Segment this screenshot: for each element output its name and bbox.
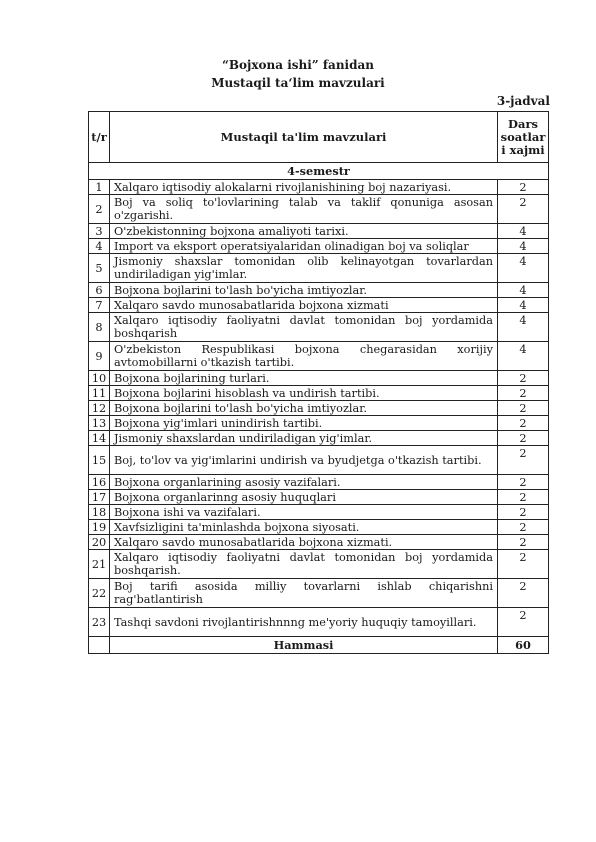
row-hours: 4	[498, 342, 549, 371]
table-row	[89, 505, 549, 520]
row-number: 10	[89, 371, 110, 386]
total-row	[89, 637, 549, 654]
header-number: t/r	[89, 112, 110, 163]
row-number: 19	[89, 520, 110, 535]
row-topic: Import va eksport operatsiyalaridan olinadigan boj va soliqlar	[110, 239, 498, 254]
table-row	[89, 520, 549, 535]
row-number: 16	[89, 475, 110, 490]
row-topic: Boj va soliq to'lovlarining talab va taklif qonuniga asosan o'zgarishi.	[110, 195, 498, 224]
row-number: 14	[89, 431, 110, 446]
row-topic: Xalqaro savdo munosabatlarida bojxona xizmati	[110, 298, 498, 313]
row-topic: Xalqaro iqtisodiy faoliyatni davlat tomonidan boj yordamida boshqarish.	[110, 550, 498, 579]
table-row	[89, 535, 549, 550]
row-hours: 2	[498, 579, 549, 608]
table-body	[89, 163, 549, 654]
row-hours: 2	[498, 550, 549, 579]
row-hours: 2	[498, 386, 549, 401]
row-hours: 2	[498, 431, 549, 446]
row-topic: Tashqi savdoni rivojlantirishnnng me'yoriy huquqiy tamoyillari.	[110, 608, 498, 637]
table-row	[89, 416, 549, 431]
table-row	[89, 371, 549, 386]
row-number: 4	[89, 239, 110, 254]
row-topic: O'zbekiston Respublikasi bojxona chegarasidan xorijiy avtomobillarni o'tkazish tartibi.	[110, 342, 498, 371]
row-number: 11	[89, 386, 110, 401]
row-topic: Boj tarifi asosida milliy tovarlarni ishlab chiqarishni rag'batlantirish	[110, 579, 498, 608]
row-number: 7	[89, 298, 110, 313]
row-number: 20	[89, 535, 110, 550]
total-hours: 60	[498, 637, 549, 654]
table-row	[89, 579, 549, 608]
row-number: 5	[89, 254, 110, 283]
row-topic: Bojxona bojlarini hisoblash va undirish tartibi.	[110, 386, 498, 401]
row-hours: 4	[498, 224, 549, 239]
table-row	[89, 475, 549, 490]
table-row	[89, 431, 549, 446]
row-hours: 4	[498, 298, 549, 313]
row-hours: 2	[498, 520, 549, 535]
row-topic: Bojxona yig'imlari unindirish tartibi.	[110, 416, 498, 431]
row-hours: 2	[498, 195, 549, 224]
row-hours: 2	[498, 371, 549, 386]
table-row	[89, 401, 549, 416]
table-row	[89, 254, 549, 283]
row-number: 13	[89, 416, 110, 431]
row-number: 8	[89, 313, 110, 342]
document-subtitle: Mustaqil ta‘lim mavzulari	[211, 76, 385, 90]
row-hours: 2	[498, 475, 549, 490]
row-topic: Xalqaro savdo munosabatlarida bojxona xizmati.	[110, 535, 498, 550]
header-hours: Dars soatlar i xajmi	[498, 112, 549, 163]
row-topic: Bojxona organlarining asosiy vazifalari.	[110, 475, 498, 490]
row-number: 21	[89, 550, 110, 579]
table-label: 3-jadval	[496, 94, 550, 108]
row-hours: 2	[498, 535, 549, 550]
table-row	[89, 446, 549, 475]
table-row	[89, 490, 549, 505]
row-topic: Bojxona bojlarini to'lash bo'yicha imtiyozlar.	[110, 401, 498, 416]
row-topic: Bojxona bojlarining turlari.	[110, 371, 498, 386]
row-hours: 2	[498, 446, 549, 475]
row-number: 18	[89, 505, 110, 520]
table-row	[89, 313, 549, 342]
table-row	[89, 342, 549, 371]
row-hours: 2	[498, 505, 549, 520]
row-hours: 4	[498, 239, 549, 254]
row-number: 12	[89, 401, 110, 416]
total-label: Hammasi	[110, 637, 498, 654]
row-number: 17	[89, 490, 110, 505]
row-topic: Bojxona ishi va vazifalari.	[110, 505, 498, 520]
table-row	[89, 550, 549, 579]
row-topic: Boj, to'lov va yig'imlarini undirish va byudjetga o'tkazish tartibi.	[110, 446, 498, 475]
row-hours: 4	[498, 313, 549, 342]
table-row	[89, 283, 549, 298]
topics-table	[88, 111, 549, 654]
row-topic: Bojxona bojlarini to'lash bo'yicha imtiyozlar.	[110, 283, 498, 298]
row-number: 15	[89, 446, 110, 475]
row-topic: O'zbekistonning bojxona amaliyoti tarixi.	[110, 224, 498, 239]
row-hours: 2	[498, 416, 549, 431]
row-number: 3	[89, 224, 110, 239]
table-row	[89, 298, 549, 313]
row-number: 6	[89, 283, 110, 298]
row-number: 2	[89, 195, 110, 224]
table-row	[89, 239, 549, 254]
table-row	[89, 195, 549, 224]
table-row	[89, 180, 549, 195]
row-topic: Jismoniy shaxslar tomonidan olib kelinayotgan tovarlardan undiriladigan yig'imlar.	[110, 254, 498, 283]
row-hours: 2	[498, 180, 549, 195]
row-hours: 2	[498, 401, 549, 416]
row-hours: 2	[498, 608, 549, 637]
row-topic: Jismoniy shaxslardan undiriladigan yig'imlar.	[110, 431, 498, 446]
row-hours: 2	[498, 490, 549, 505]
row-hours: 4	[498, 254, 549, 283]
document-title: “Bojxona ishi” fanidan	[221, 58, 374, 72]
row-topic: Xalqaro iqtisodiy faoliyatni davlat tomonidan boj yordamida boshqarish	[110, 313, 498, 342]
table-row	[89, 224, 549, 239]
total-number-cell	[89, 637, 110, 654]
row-number: 9	[89, 342, 110, 371]
row-topic: Xalqaro iqtisodiy alokalarni rivojlanishining boj nazariyasi.	[110, 180, 498, 195]
header-topic: Mustaqil ta'lim mavzulari	[110, 112, 498, 163]
row-number: 1	[89, 180, 110, 195]
row-topic: Xavfsizligini ta'minlashda bojxona siyosati.	[110, 520, 498, 535]
table-row	[89, 608, 549, 637]
row-hours: 4	[498, 283, 549, 298]
row-topic: Bojxona organlarinng asosiy huquqlari	[110, 490, 498, 505]
table-row	[89, 386, 549, 401]
semester-row: 4-semestr	[89, 163, 549, 180]
row-number: 22	[89, 579, 110, 608]
row-number: 23	[89, 608, 110, 637]
